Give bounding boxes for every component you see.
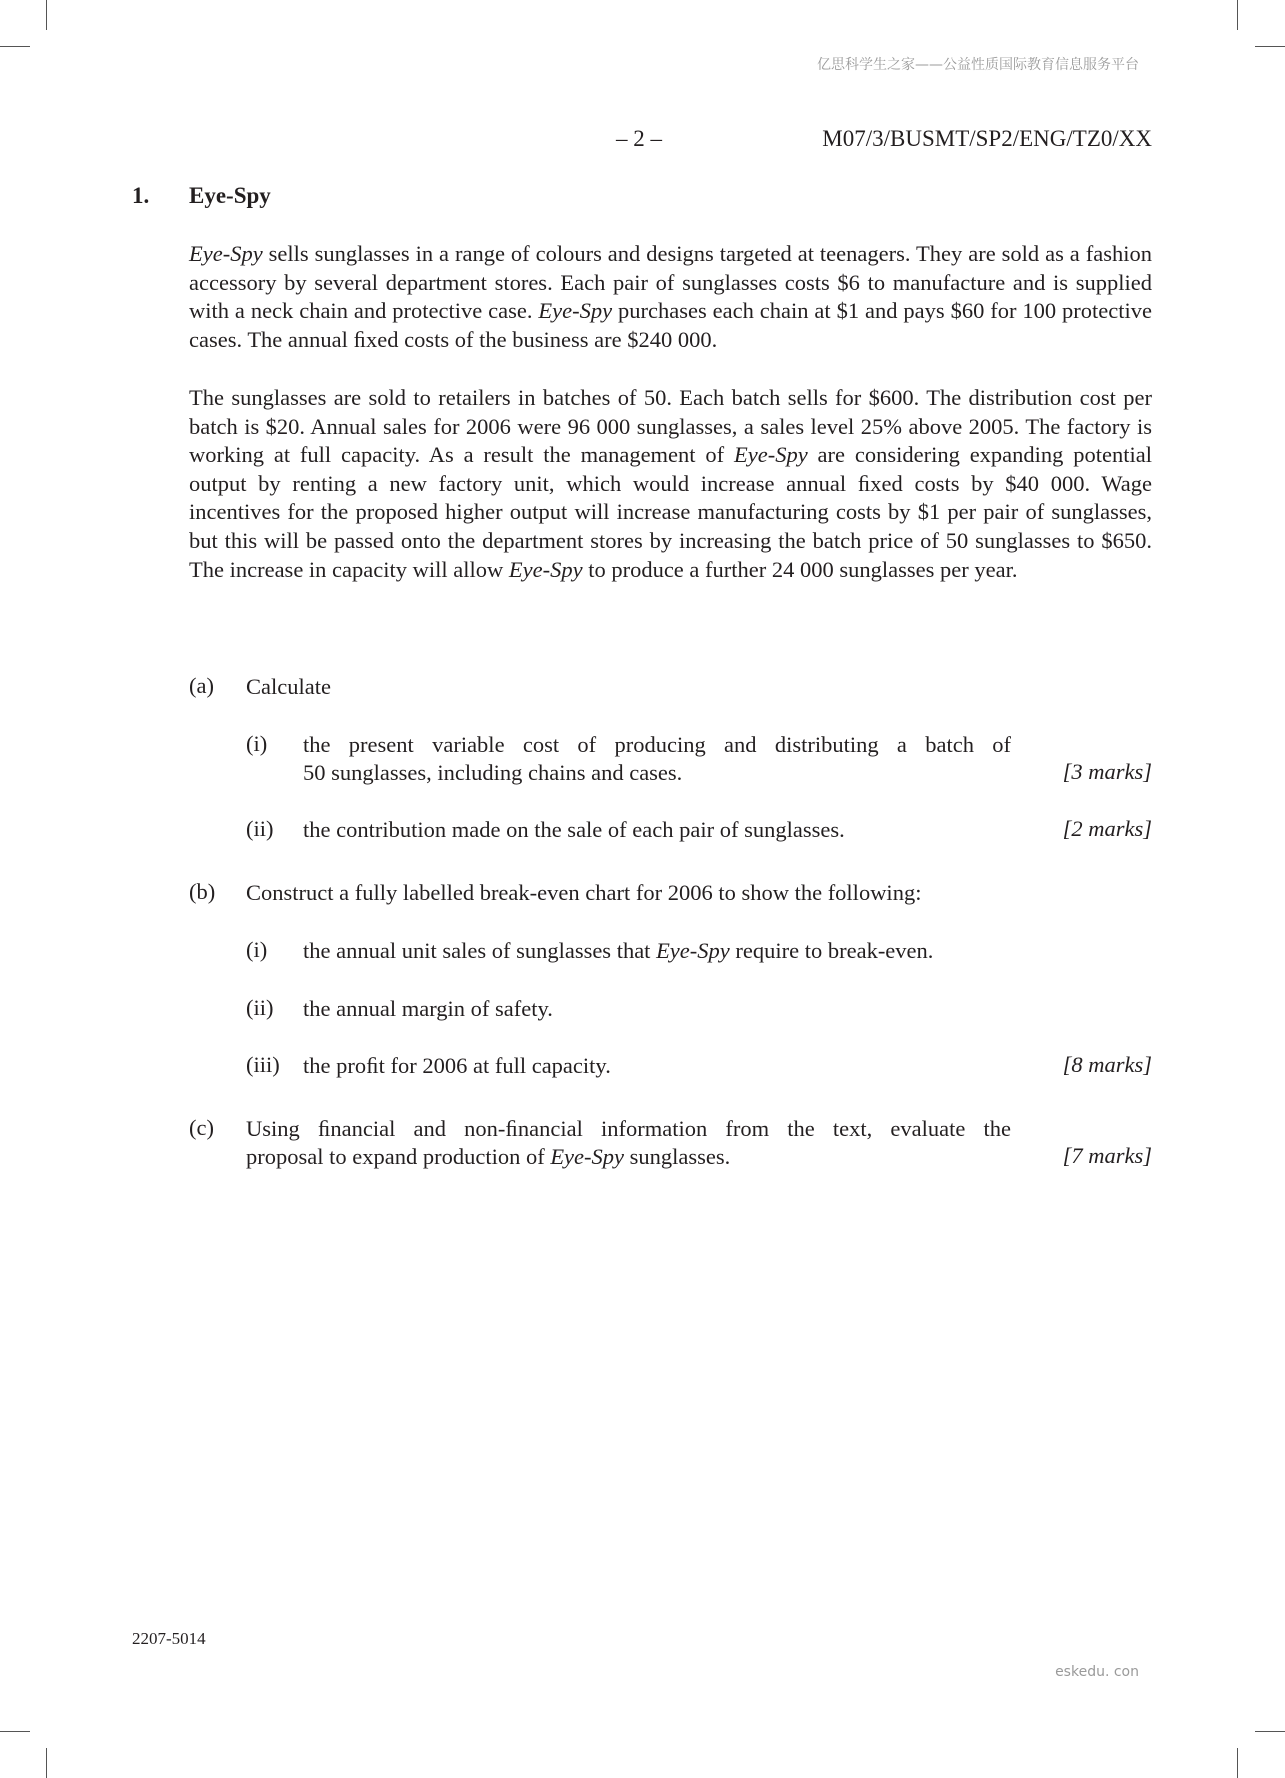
part-b-label: (b): [189, 879, 216, 904]
part-a-i-line1: the present variable cost of producing and distributing a batch of: [303, 732, 1011, 757]
part-a-ii-text: the contribution made on the sale of each pair of sunglasses.: [303, 817, 845, 842]
crop-mark: [0, 1731, 30, 1732]
crop-mark: [1255, 1731, 1285, 1732]
part-c-marks: [7 marks]: [1062, 1143, 1152, 1168]
crop-mark: [1237, 1748, 1238, 1778]
case-paragraph-1: Eye-Spy sells sunglasses in a range of colours and designs targeted at teenagers. They are sold as a fashion accessory by several department stores. Each pair of sunglasses costs $6 to manufacture and is supplied with a neck chain and protective case. Eye-Spy purchases each chain at $1 and pays $60 for 100 protective cases. The annual ﬁxed costs of the business are $240 000.: [189, 241, 1153, 352]
brand-name: Eye-Spy: [508, 556, 583, 582]
part-a-ii-label: (ii): [246, 816, 274, 841]
footer-code: 2207-5014: [132, 1629, 206, 1648]
part-b-i-label: (i): [246, 937, 268, 962]
part-b-text: Construct a fully labelled break-even chart for 2006 to show the following:: [246, 880, 922, 905]
crop-mark: [0, 46, 30, 47]
part-b-i-text: the annual unit sales of sunglasses that Eye-Spy require to break-even.: [303, 938, 934, 963]
part-b-iii-label: (iii): [246, 1052, 280, 1077]
crop-mark: [1255, 46, 1285, 47]
case-paragraph-2: The sunglasses are sold to retailers in batches of 50. Each batch sells for $600. The distribution cost per batch is $20. Annual sales for 2006 were 96 000 sunglasses, a sales level 25% above 2005. The factory is working at full capacity. As a result the management of Eye-Spy are considering expanding potential output by renting a new factory unit, which would increase annual ﬁxed costs by $40 000. Wage incentives for the proposed higher output will increase manufacturing costs by $1 per pair of sunglasses, but this will be passed onto the department stores by increasing the batch price of 50 sunglasses to $650. The increase in capacity will allow Eye-Spy to produce a further 24 000 sunglasses per year.: [189, 385, 1152, 582]
question-title: Eye-Spy: [189, 183, 271, 208]
header-watermark: 亿思科学生之家——公益性质国际教育信息服务平台: [817, 57, 1139, 73]
crop-mark: [46, 1748, 47, 1778]
part-a-label: (a): [189, 673, 214, 698]
part-b-iii-text: the proﬁt for 2006 at full capacity.: [303, 1053, 611, 1078]
page-number: – 2 –: [616, 126, 662, 151]
part-b-ii-label: (ii): [246, 995, 274, 1020]
question-number: 1.: [132, 183, 150, 208]
exam-reference: M07/3/BUSMT/SP2/ENG/TZ0/XX: [822, 126, 1152, 151]
part-a-i-line2: 50 sunglasses, including chains and cases.: [303, 760, 683, 785]
part-c-line2: proposal to expand production of Eye-Spy sunglasses.: [246, 1144, 731, 1169]
part-a-ii-marks: [2 marks]: [1062, 816, 1152, 841]
crop-mark: [46, 0, 47, 30]
brand-name: Eye-Spy: [550, 1144, 625, 1169]
brand-name: Eye-Spy: [656, 938, 730, 963]
brand-name: Eye-Spy: [734, 442, 808, 468]
part-a-i-marks: [3 marks]: [1062, 759, 1152, 784]
brand-name: Eye-Spy: [189, 241, 263, 266]
part-c-line1: Using ﬁnancial and non-ﬁnancial information from the text, evaluate the: [246, 1116, 1011, 1141]
part-c-label: (c): [189, 1115, 214, 1140]
brand-name: Eye-Spy: [538, 298, 613, 324]
part-a-i-label: (i): [246, 731, 268, 756]
footer-watermark: eskedu. con: [1055, 1664, 1139, 1680]
part-b-marks: [8 marks]: [1062, 1052, 1152, 1077]
part-b-ii-text: the annual margin of safety.: [303, 996, 553, 1021]
part-a-text: Calculate: [246, 674, 331, 699]
crop-mark: [1237, 0, 1238, 30]
